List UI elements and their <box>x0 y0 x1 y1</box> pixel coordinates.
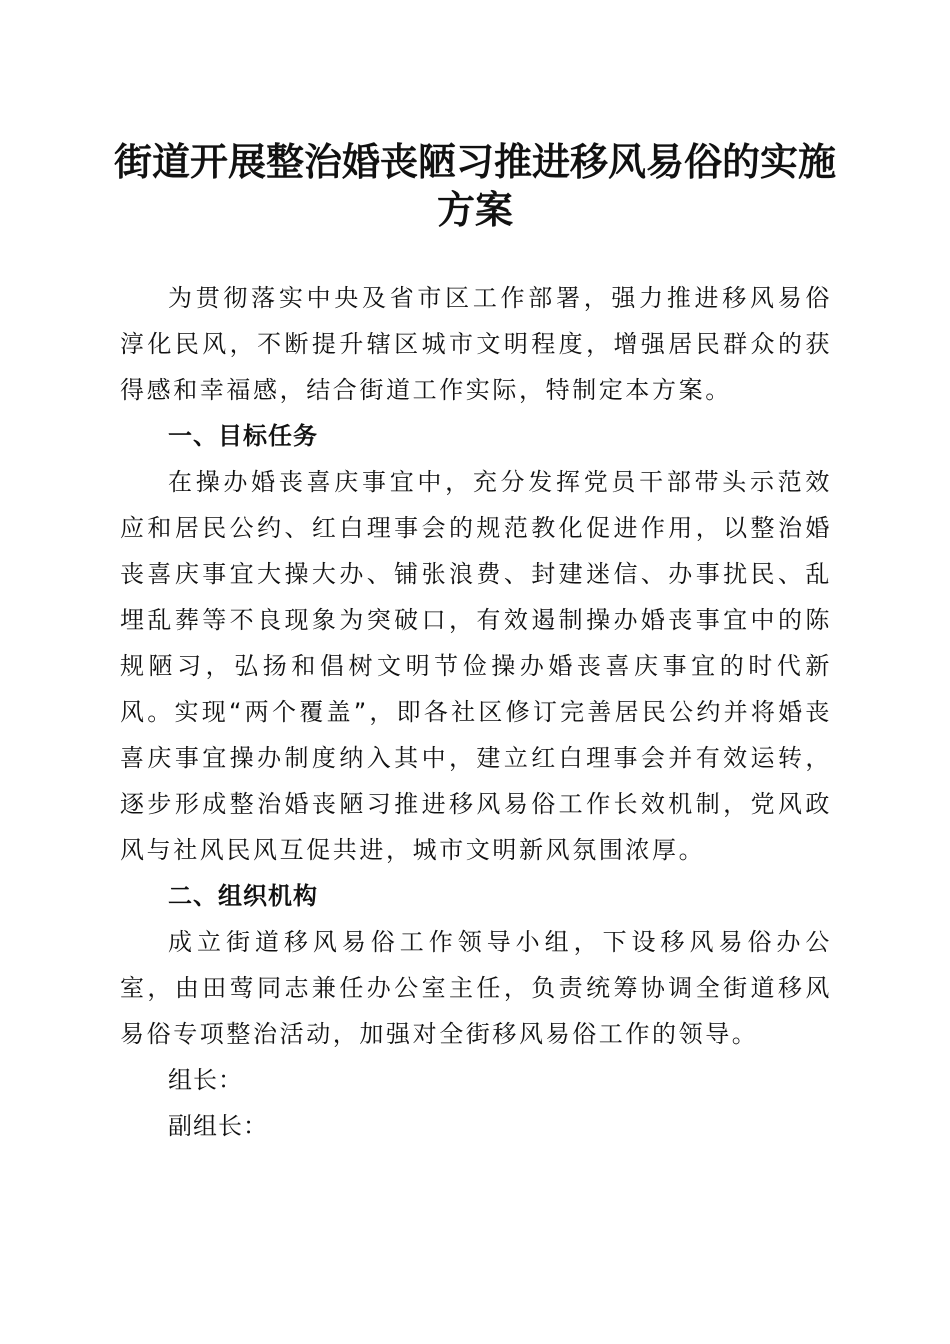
section-paragraph-organization: 成立街道移风易俗工作领导小组，下设移风易俗办公室，由田莺同志兼任办公室主任，负责统筹协调全街道移风易俗专项整治活动，加强对全街移风易俗工作的领导。 <box>120 928 832 1048</box>
section-heading-organization: 二、组织机构 <box>168 882 318 910</box>
deputy-leader-label: 副组长： <box>168 1112 268 1140</box>
leader-label: 组长： <box>168 1066 243 1094</box>
section-paragraph-goals: 在操办婚丧喜庆事宜中，充分发挥党员干部带头示范效应和居民公约、红白理事会的规范教化促进作用，以整治婚丧喜庆事宜大操大办、铺张浪费、封建迷信、办事扰民、乱埋乱葬等不良现象为突破口，有效遏制操办婚丧事宜中的陈规陋习，弘扬和倡树文明节俭操办婚丧喜庆事宜的时代新风。实现“两个覆盖”，即各社区修订完善居民公约并将婚丧喜庆事宜操办制度纳入其中，建立红白理事会并有效运转，逐步形成整治婚丧陋习推进移风易俗工作长效机制，党风政风与社风民风互促共进，城市文明新风氛围浓厚。 <box>120 468 832 864</box>
section-heading-goals: 一、目标任务 <box>168 422 318 450</box>
document-body <box>120 275 832 1149</box>
intro-paragraph: 为贯彻落实中央及省市区工作部署，强力推进移风易俗淳化民风，不断提升辖区城市文明程度，增强居民群众的获得感和幸福感，结合街道工作实际，特制定本方案。 <box>120 284 832 404</box>
document-title: 街道开展整治婚丧陋习推进移风易俗的实施方案 <box>113 139 836 232</box>
